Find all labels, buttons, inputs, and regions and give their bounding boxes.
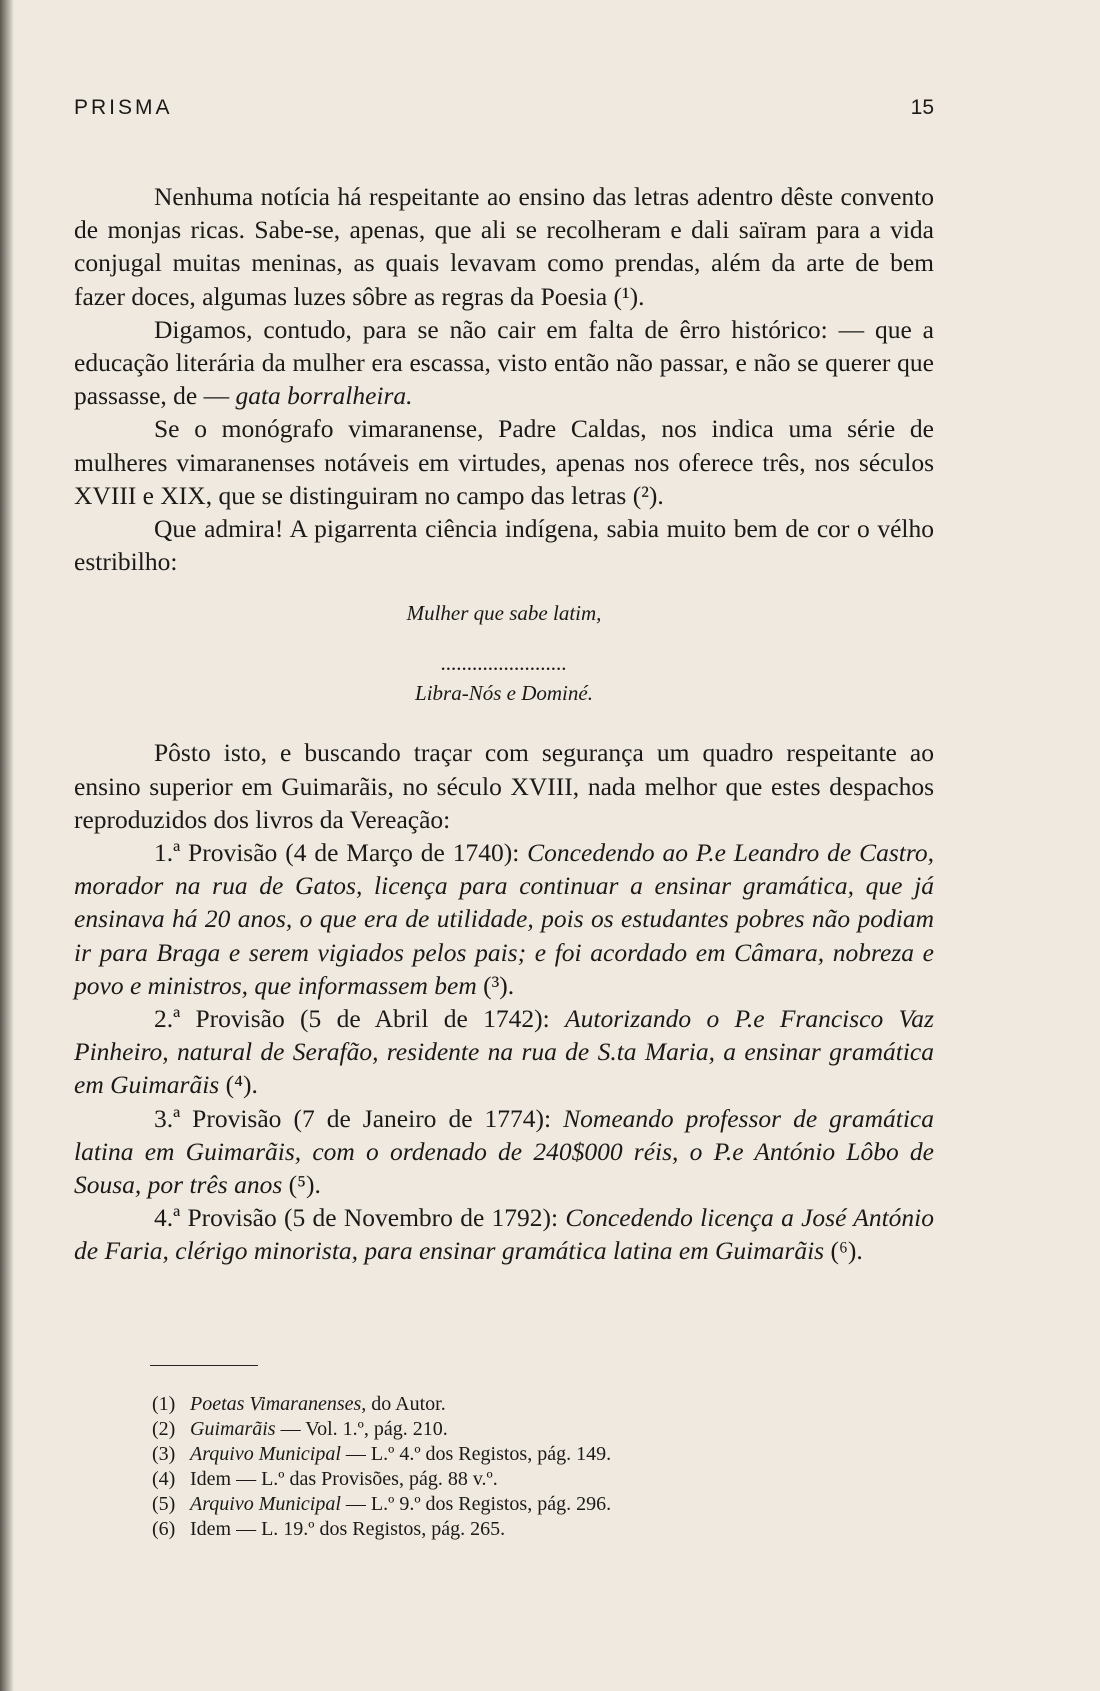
footnote-text: — L.º 9.º dos Registos, pág. 296. xyxy=(340,1493,612,1515)
verse-line: Libra-Nós e Dominé. xyxy=(415,681,593,706)
footnote-ref: (⁴). xyxy=(219,1070,258,1100)
provision-text: Concedendo licença a José António de Faria, clérigo minorista, para ensinar gramática latina em Guimarãis xyxy=(74,1203,934,1266)
provision-label: 2.ª Provisão (5 de Abril de 1742): xyxy=(154,1004,566,1034)
footnote xyxy=(152,1467,932,1492)
provision-label: 1.ª Provisão (4 de Março de 1740): xyxy=(154,838,528,868)
footnote-label: (2) xyxy=(152,1418,176,1440)
footnote-text: Idem — L. 19.º dos Registos, pág. 265. xyxy=(190,1518,506,1540)
footnote-ref: (⁶). xyxy=(824,1236,863,1266)
footnote-label: (6) xyxy=(152,1518,176,1540)
provision-text: Nomeando professor de gramática latina em Guimarãis, com o ordenado de 240$000 réis, o P.e António Lôbo de Sousa, por três anos xyxy=(74,1103,934,1200)
footnote xyxy=(152,1392,932,1417)
main-text xyxy=(74,180,934,1268)
provision-item xyxy=(74,1002,934,1102)
footnote xyxy=(152,1417,932,1442)
footnote-ref: (⁵). xyxy=(282,1170,321,1200)
footnote xyxy=(152,1442,932,1467)
footnote-text: — Vol. 1.º, pág. 210. xyxy=(275,1418,448,1440)
footnote xyxy=(152,1492,932,1517)
footnote-divider xyxy=(150,1365,258,1366)
paragraph-text: Digamos, contudo, para se não cair em falta de êrro histórico: — que a educação literária da mulher era escassa, visto então não passar, e não se querer que passasse, de — xyxy=(74,314,934,411)
footnotes xyxy=(152,1365,932,1542)
footnote-label: (1) xyxy=(152,1393,176,1415)
provision-text: Concedendo ao P.e Leandro de Castro, morador na rua de Gatos, licença para continuar a ensinar gramática, que já ensinava há 20 anos, o que era de utilidade, pois os estudantes pobres não podiam ir para Braga e serem vigiados pelos pais; e foi acordado em Câmara, nobreza e povo e ministros, que informassem bem xyxy=(74,838,934,1000)
paragraph: Pôsto isto, e buscando traçar com segurança um quadro respeitante ao ensino superior em Guimarãis, no século XVIII, nada melhor que estes despachos reproduzidos dos livros da Vereação: xyxy=(74,738,934,834)
provision-item xyxy=(74,1201,934,1267)
footnote-ref: (³). xyxy=(476,970,515,1000)
paragraph: Que admira! A pigarrenta ciência indígena, sabia muito bem de cor o vélho estribilho: xyxy=(74,514,934,577)
verse-ellipsis: ........................ xyxy=(441,651,567,676)
paragraph: Se o monógrafo vimaranense, Padre Caldas, nos indica uma série de mulheres vimaranenses notáveis em virtudes, apenas nos oferece três, nos séculos XVIII e XIX, que se distinguiram no campo das letras (²). xyxy=(74,414,934,510)
provision-label: 4.ª Provisão (5 de Novembro de 1792): xyxy=(154,1203,566,1233)
provision-label: 3.ª Provisão (7 de Janeiro de 1774): xyxy=(154,1103,564,1133)
paragraph: Nenhuma notícia há respeitante ao ensino das letras adentro dêste convento de monjas ricas. Sabe-se, apenas, que ali se recolheram e dali saïram para a vida conjugal muitas meninas, as quais levavam como prendas, além da arte de bem fazer doces, algumas luzes sôbre as regras da Poesia (¹). xyxy=(74,182,934,311)
verse-quote xyxy=(74,598,934,708)
footnote-label: (3) xyxy=(152,1443,176,1465)
italic-phrase: gata borralheira. xyxy=(235,381,413,411)
footnote xyxy=(152,1517,932,1542)
verse-line: Mulher que sabe latim, xyxy=(406,601,602,626)
journal-title: PRISMA xyxy=(74,96,173,119)
page-number: 15 xyxy=(910,96,934,119)
footnote-italic: Arquivo Municipal xyxy=(190,1443,341,1465)
footnote-label: (4) xyxy=(152,1468,176,1490)
footnote-text: do Autor. xyxy=(366,1393,446,1415)
running-header xyxy=(74,96,934,126)
provision-item xyxy=(74,836,934,1002)
footnote-text: — L.º 4.º dos Registos, pág. 149. xyxy=(340,1443,612,1465)
footnote-italic: Arquivo Municipal xyxy=(190,1493,341,1515)
footnote-italic: Guimarãis xyxy=(190,1418,276,1440)
provision-item xyxy=(74,1102,934,1202)
footnote-text: Idem — L.º das Provisões, pág. 88 v.º. xyxy=(190,1468,498,1490)
paragraph xyxy=(74,313,934,413)
footnote-italic: Poetas Vimaranenses, xyxy=(190,1393,367,1415)
page-edge-shadow xyxy=(0,0,14,1691)
footnote-label: (5) xyxy=(152,1493,176,1515)
provision-text: Autorizando o P.e Francisco Vaz Pinheiro, natural de Serafão, residente na rua de S.ta Maria, a ensinar gramática em Guimarãis xyxy=(74,1004,934,1100)
